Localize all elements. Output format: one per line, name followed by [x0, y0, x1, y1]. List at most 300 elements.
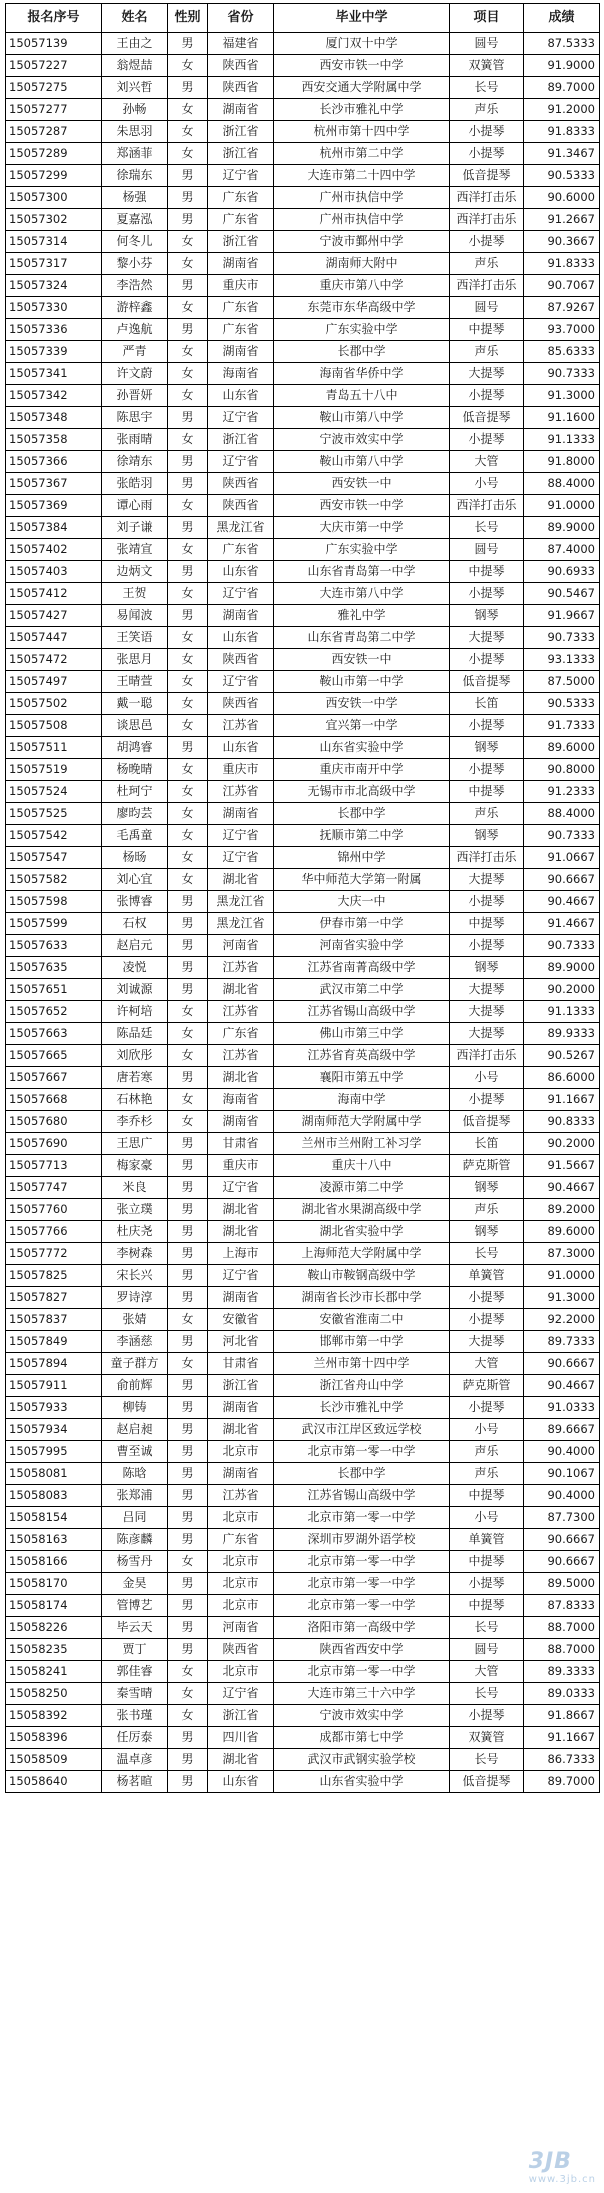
cell-name: 毛禹童	[102, 825, 168, 847]
cell-gender: 女	[168, 1353, 208, 1375]
cell-id: 15057317	[6, 253, 102, 275]
cell-id: 15057324	[6, 275, 102, 297]
cell-id: 15058235	[6, 1639, 102, 1661]
cell-school: 锦州中学	[274, 847, 450, 869]
cell-score: 89.9333	[524, 1023, 600, 1045]
cell-id: 15057358	[6, 429, 102, 451]
watermark-url: www.3jb.cn	[528, 2174, 596, 2185]
cell-school: 西安市铁一中学	[274, 495, 450, 517]
cell-name: 边炳文	[102, 561, 168, 583]
cell-name: 卢逸航	[102, 319, 168, 341]
cell-gender: 男	[168, 1067, 208, 1089]
cell-subject: 圆号	[450, 297, 524, 319]
cell-name: 刘诚源	[102, 979, 168, 1001]
cell-province: 山东省	[208, 1771, 274, 1793]
cell-province: 浙江省	[208, 231, 274, 253]
cell-score: 89.9000	[524, 957, 600, 979]
cell-subject: 小提琴	[450, 1287, 524, 1309]
cell-school: 西安市铁一中学	[274, 55, 450, 77]
cell-school: 江苏省育英高级中学	[274, 1045, 450, 1067]
cell-school: 武汉市武钢实验学校	[274, 1749, 450, 1771]
cell-province: 陕西省	[208, 649, 274, 671]
cell-gender: 女	[168, 825, 208, 847]
table-row	[6, 1485, 600, 1507]
cell-school: 武汉市第二中学	[274, 979, 450, 1001]
table-row	[6, 363, 600, 385]
cell-score: 90.8333	[524, 1111, 600, 1133]
cell-gender: 女	[168, 649, 208, 671]
cell-subject: 小提琴	[450, 143, 524, 165]
table-row	[6, 825, 600, 847]
cell-score: 91.3000	[524, 385, 600, 407]
cell-province: 江苏省	[208, 1001, 274, 1023]
table-row	[6, 143, 600, 165]
cell-gender: 女	[168, 1001, 208, 1023]
table-row	[6, 253, 600, 275]
cell-province: 湖南省	[208, 341, 274, 363]
cell-gender: 女	[168, 693, 208, 715]
cell-school: 江苏省锡山高级中学	[274, 1485, 450, 1507]
cell-province: 陕西省	[208, 473, 274, 495]
cell-gender: 女	[168, 671, 208, 693]
cell-gender: 女	[168, 1661, 208, 1683]
cell-province: 湖北省	[208, 869, 274, 891]
cell-province: 广东省	[208, 297, 274, 319]
cell-gender: 男	[168, 1331, 208, 1353]
cell-id: 15057287	[6, 121, 102, 143]
cell-province: 湖北省	[208, 979, 274, 1001]
cell-score: 90.5333	[524, 165, 600, 187]
table-row	[6, 627, 600, 649]
cell-id: 15057508	[6, 715, 102, 737]
cell-school: 佛山市第三中学	[274, 1023, 450, 1045]
cell-subject: 圆号	[450, 33, 524, 55]
cell-subject: 萨克斯管	[450, 1155, 524, 1177]
cell-score: 91.9000	[524, 55, 600, 77]
cell-name: 王笑语	[102, 627, 168, 649]
cell-score: 91.5667	[524, 1155, 600, 1177]
cell-school: 雅礼中学	[274, 605, 450, 627]
cell-name: 徐靖东	[102, 451, 168, 473]
cell-school: 海南省华侨中学	[274, 363, 450, 385]
cell-province: 安徽省	[208, 1309, 274, 1331]
table-row	[6, 539, 600, 561]
cell-province: 湖南省	[208, 1463, 274, 1485]
cell-name: 毕云天	[102, 1617, 168, 1639]
cell-name: 任厉泰	[102, 1727, 168, 1749]
cell-province: 上海市	[208, 1243, 274, 1265]
site-watermark-logo	[529, 2149, 596, 2185]
cell-gender: 男	[168, 209, 208, 231]
cell-subject: 长号	[450, 1749, 524, 1771]
cell-id: 15057348	[6, 407, 102, 429]
table-row	[6, 1067, 600, 1089]
cell-province: 湖南省	[208, 253, 274, 275]
cell-gender: 男	[168, 1771, 208, 1793]
cell-subject: 大提琴	[450, 869, 524, 891]
cell-score: 89.9000	[524, 517, 600, 539]
table-row	[6, 473, 600, 495]
cell-score: 91.0000	[524, 495, 600, 517]
cell-id: 15057402	[6, 539, 102, 561]
cell-name: 柳铸	[102, 1397, 168, 1419]
cell-gender: 男	[168, 913, 208, 935]
cell-school: 广州市执信中学	[274, 209, 450, 231]
cell-province: 河南省	[208, 1617, 274, 1639]
cell-school: 杭州市第十四中学	[274, 121, 450, 143]
cell-province: 湖北省	[208, 1067, 274, 1089]
cell-score: 89.2000	[524, 1199, 600, 1221]
cell-score: 90.4000	[524, 1441, 600, 1463]
cell-subject: 钢琴	[450, 605, 524, 627]
table-row	[6, 1419, 600, 1441]
cell-name: 郑涵菲	[102, 143, 168, 165]
cell-name: 王由之	[102, 33, 168, 55]
cell-subject: 大管	[450, 451, 524, 473]
cell-gender: 女	[168, 803, 208, 825]
cell-score: 91.3000	[524, 1287, 600, 1309]
table-row	[6, 847, 600, 869]
cell-subject: 长号	[450, 517, 524, 539]
cell-id: 15057766	[6, 1221, 102, 1243]
cell-name: 杨雪丹	[102, 1551, 168, 1573]
cell-id: 15057542	[6, 825, 102, 847]
cell-id: 15058083	[6, 1485, 102, 1507]
table-row	[6, 869, 600, 891]
cell-name: 郭佳睿	[102, 1661, 168, 1683]
cell-name: 许柯培	[102, 1001, 168, 1023]
cell-name: 刘兴哲	[102, 77, 168, 99]
cell-id: 15058081	[6, 1463, 102, 1485]
cell-gender: 女	[168, 495, 208, 517]
table-row	[6, 605, 600, 627]
cell-score: 91.0667	[524, 847, 600, 869]
cell-school: 厦门双十中学	[274, 33, 450, 55]
cell-province: 辽宁省	[208, 671, 274, 693]
table-row	[6, 803, 600, 825]
cell-subject: 西洋打击乐	[450, 1045, 524, 1067]
table-row	[6, 1375, 600, 1397]
cell-gender: 女	[168, 1023, 208, 1045]
cell-name: 童子群方	[102, 1353, 168, 1375]
cell-province: 山东省	[208, 627, 274, 649]
cell-name: 米良	[102, 1177, 168, 1199]
cell-subject: 小提琴	[450, 231, 524, 253]
cell-gender: 女	[168, 143, 208, 165]
cell-id: 15057330	[6, 297, 102, 319]
cell-gender: 女	[168, 847, 208, 869]
cell-name: 罗诗淳	[102, 1287, 168, 1309]
table-row	[6, 891, 600, 913]
cell-name: 廖昀芸	[102, 803, 168, 825]
cell-id: 15057995	[6, 1441, 102, 1463]
cell-province: 湖南省	[208, 1111, 274, 1133]
table-row	[6, 979, 600, 1001]
cell-score: 90.7333	[524, 935, 600, 957]
cell-subject: 大提琴	[450, 627, 524, 649]
cell-name: 张皓羽	[102, 473, 168, 495]
cell-subject: 中提琴	[450, 319, 524, 341]
cell-name: 朱思羽	[102, 121, 168, 143]
cell-id: 15057667	[6, 1067, 102, 1089]
cell-gender: 女	[168, 539, 208, 561]
col-header-province: 省份	[208, 4, 274, 33]
cell-school: 海南中学	[274, 1089, 450, 1111]
cell-id: 15057713	[6, 1155, 102, 1177]
cell-school: 武汉市江岸区致远学校	[274, 1419, 450, 1441]
cell-province: 福建省	[208, 33, 274, 55]
cell-score: 90.7333	[524, 363, 600, 385]
cell-gender: 女	[168, 627, 208, 649]
cell-gender: 男	[168, 1221, 208, 1243]
table-row	[6, 1155, 600, 1177]
cell-province: 湖南省	[208, 99, 274, 121]
col-header-school: 毕业中学	[274, 4, 450, 33]
cell-subject: 声乐	[450, 1441, 524, 1463]
cell-id: 15058392	[6, 1705, 102, 1727]
table-row	[6, 1661, 600, 1683]
cell-score: 87.9267	[524, 297, 600, 319]
cell-province: 浙江省	[208, 121, 274, 143]
cell-school: 山东省青岛第一中学	[274, 561, 450, 583]
cell-gender: 男	[168, 561, 208, 583]
cell-gender: 女	[168, 363, 208, 385]
cell-id: 15057663	[6, 1023, 102, 1045]
cell-subject: 西洋打击乐	[450, 495, 524, 517]
cell-subject: 双簧管	[450, 55, 524, 77]
cell-subject: 小号	[450, 1507, 524, 1529]
cell-score: 89.6000	[524, 1221, 600, 1243]
cell-school: 凌源市第二中学	[274, 1177, 450, 1199]
cell-subject: 双簧管	[450, 1727, 524, 1749]
cell-score: 87.5000	[524, 671, 600, 693]
cell-gender: 男	[168, 1155, 208, 1177]
cell-gender: 女	[168, 297, 208, 319]
cell-score: 91.2667	[524, 209, 600, 231]
table-row	[6, 319, 600, 341]
cell-school: 西安铁一中学	[274, 693, 450, 715]
cell-province: 黑龙江省	[208, 913, 274, 935]
cell-subject: 西洋打击乐	[450, 275, 524, 297]
cell-id: 15057277	[6, 99, 102, 121]
cell-school: 湖南师大附中	[274, 253, 450, 275]
cell-school: 无锡市市北高级中学	[274, 781, 450, 803]
cell-score: 90.6000	[524, 187, 600, 209]
table-row	[6, 671, 600, 693]
cell-school: 北京市第一零一中学	[274, 1441, 450, 1463]
cell-name: 夏嘉泓	[102, 209, 168, 231]
cell-school: 江苏省锡山高级中学	[274, 1001, 450, 1023]
cell-id: 15058154	[6, 1507, 102, 1529]
header-row	[6, 4, 600, 33]
cell-school: 湖北省水果湖高级中学	[274, 1199, 450, 1221]
table-row	[6, 517, 600, 539]
cell-score: 89.5000	[524, 1573, 600, 1595]
cell-id: 15057384	[6, 517, 102, 539]
table-row	[6, 1573, 600, 1595]
cell-id: 15057665	[6, 1045, 102, 1067]
cell-province: 山东省	[208, 737, 274, 759]
cell-name: 谭心雨	[102, 495, 168, 517]
cell-school: 山东省实验中学	[274, 737, 450, 759]
cell-school: 宜兴第一中学	[274, 715, 450, 737]
cell-gender: 男	[168, 1265, 208, 1287]
cell-subject: 小提琴	[450, 385, 524, 407]
cell-name: 陈品廷	[102, 1023, 168, 1045]
table-row	[6, 1199, 600, 1221]
cell-gender: 男	[168, 1727, 208, 1749]
cell-subject: 小号	[450, 1419, 524, 1441]
cell-score: 91.8667	[524, 1705, 600, 1727]
cell-id: 15057314	[6, 231, 102, 253]
cell-province: 湖南省	[208, 605, 274, 627]
cell-gender: 男	[168, 1287, 208, 1309]
cell-school: 山东省青岛第二中学	[274, 627, 450, 649]
cell-id: 15057403	[6, 561, 102, 583]
table-row	[6, 385, 600, 407]
cell-province: 北京市	[208, 1573, 274, 1595]
cell-gender: 女	[168, 253, 208, 275]
cell-school: 邯郸市第一中学	[274, 1331, 450, 1353]
cell-subject: 大提琴	[450, 1001, 524, 1023]
cell-id: 15057302	[6, 209, 102, 231]
cell-province: 辽宁省	[208, 847, 274, 869]
cell-subject: 声乐	[450, 253, 524, 275]
cell-score: 93.1333	[524, 649, 600, 671]
cell-gender: 男	[168, 1749, 208, 1771]
cell-id: 15057894	[6, 1353, 102, 1375]
cell-province: 浙江省	[208, 429, 274, 451]
table-row	[6, 451, 600, 473]
cell-province: 辽宁省	[208, 165, 274, 187]
cell-id: 15058174	[6, 1595, 102, 1617]
cell-id: 15057837	[6, 1309, 102, 1331]
cell-province: 河南省	[208, 935, 274, 957]
cell-school: 陕西省西安中学	[274, 1639, 450, 1661]
watermark-logo-text: 3JB	[528, 2149, 572, 2174]
cell-subject: 钢琴	[450, 737, 524, 759]
cell-score: 91.0333	[524, 1397, 600, 1419]
cell-province: 重庆市	[208, 275, 274, 297]
table-row	[6, 1705, 600, 1727]
cell-subject: 长笛	[450, 1133, 524, 1155]
table-row	[6, 957, 600, 979]
cell-name: 管博艺	[102, 1595, 168, 1617]
cell-name: 易闻波	[102, 605, 168, 627]
cell-gender: 男	[168, 319, 208, 341]
cell-score: 85.6333	[524, 341, 600, 363]
cell-score: 90.6667	[524, 869, 600, 891]
cell-name: 杨茗暄	[102, 1771, 168, 1793]
cell-subject: 圆号	[450, 539, 524, 561]
cell-name: 胡鸿睿	[102, 737, 168, 759]
table-row	[6, 209, 600, 231]
table-row	[6, 55, 600, 77]
cell-school: 大庆市第一中学	[274, 517, 450, 539]
cell-school: 大连市第八中学	[274, 583, 450, 605]
cell-subject: 钢琴	[450, 957, 524, 979]
cell-gender: 男	[168, 957, 208, 979]
cell-subject: 西洋打击乐	[450, 847, 524, 869]
col-header-name: 姓名	[102, 4, 168, 33]
cell-id: 15057827	[6, 1287, 102, 1309]
cell-subject: 中提琴	[450, 1551, 524, 1573]
cell-name: 俞前辉	[102, 1375, 168, 1397]
table-row	[6, 1529, 600, 1551]
cell-id: 15057227	[6, 55, 102, 77]
cell-school: 上海师范大学附属中学	[274, 1243, 450, 1265]
cell-score: 88.7000	[524, 1639, 600, 1661]
cell-province: 辽宁省	[208, 1177, 274, 1199]
table-row	[6, 1551, 600, 1573]
cell-province: 陕西省	[208, 55, 274, 77]
cell-gender: 女	[168, 429, 208, 451]
cell-province: 陕西省	[208, 693, 274, 715]
cell-subject: 单簧管	[450, 1265, 524, 1287]
cell-subject: 低音提琴	[450, 1771, 524, 1793]
cell-province: 辽宁省	[208, 1265, 274, 1287]
cell-school: 大连市第三十六中学	[274, 1683, 450, 1705]
table-row	[6, 77, 600, 99]
cell-province: 辽宁省	[208, 1683, 274, 1705]
cell-subject: 小提琴	[450, 1309, 524, 1331]
cell-province: 湖南省	[208, 1397, 274, 1419]
cell-province: 江苏省	[208, 957, 274, 979]
cell-name: 秦雪晴	[102, 1683, 168, 1705]
cell-gender: 男	[168, 1617, 208, 1639]
cell-score: 91.7333	[524, 715, 600, 737]
cell-subject: 西洋打击乐	[450, 209, 524, 231]
cell-gender: 男	[168, 1397, 208, 1419]
cell-school: 宁波市效实中学	[274, 429, 450, 451]
cell-score: 91.1333	[524, 1001, 600, 1023]
cell-subject: 小提琴	[450, 1089, 524, 1111]
cell-gender: 男	[168, 1419, 208, 1441]
cell-school: 重庆十八中	[274, 1155, 450, 1177]
cell-name: 梅家豪	[102, 1155, 168, 1177]
table-row	[6, 1001, 600, 1023]
cell-province: 甘肃省	[208, 1133, 274, 1155]
cell-gender: 女	[168, 341, 208, 363]
cell-school: 鞍山市第八中学	[274, 451, 450, 473]
cell-id: 15057690	[6, 1133, 102, 1155]
cell-school: 成都市第七中学	[274, 1727, 450, 1749]
table-row	[6, 1309, 600, 1331]
cell-province: 湖北省	[208, 1419, 274, 1441]
cell-subject: 大提琴	[450, 1331, 524, 1353]
cell-name: 曹至诚	[102, 1441, 168, 1463]
cell-id: 15057519	[6, 759, 102, 781]
cell-id: 15057934	[6, 1419, 102, 1441]
cell-name: 陈思宇	[102, 407, 168, 429]
col-header-score: 成绩	[524, 4, 600, 33]
cell-gender: 男	[168, 187, 208, 209]
cell-subject: 圆号	[450, 1639, 524, 1661]
cell-gender: 男	[168, 979, 208, 1001]
cell-id: 15057502	[6, 693, 102, 715]
table-row	[6, 33, 600, 55]
cell-province: 甘肃省	[208, 1353, 274, 1375]
cell-subject: 声乐	[450, 341, 524, 363]
cell-score: 86.7333	[524, 1749, 600, 1771]
cell-province: 辽宁省	[208, 583, 274, 605]
cell-id: 15058640	[6, 1771, 102, 1793]
cell-school: 杭州市第二中学	[274, 143, 450, 165]
cell-subject: 大提琴	[450, 979, 524, 1001]
cell-province: 江苏省	[208, 715, 274, 737]
cell-province: 陕西省	[208, 495, 274, 517]
table-row	[6, 165, 600, 187]
